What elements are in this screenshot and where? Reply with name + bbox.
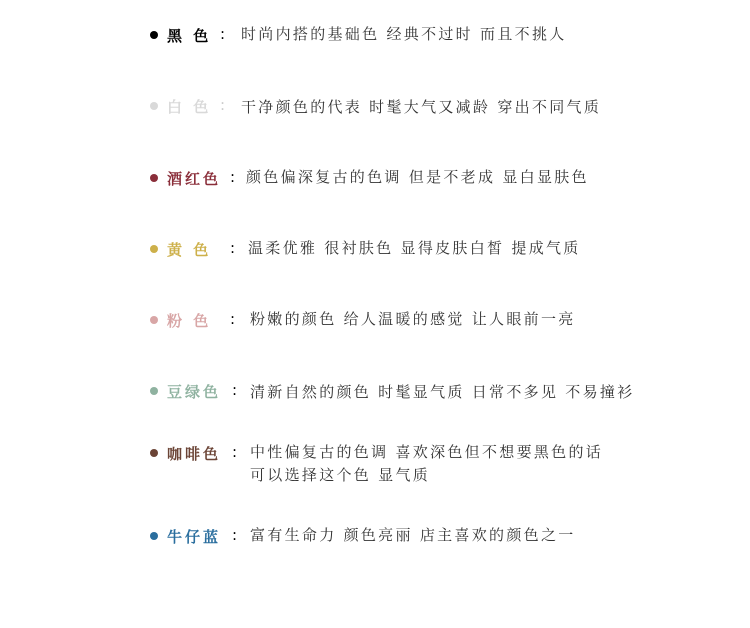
color-dot — [150, 31, 158, 39]
color-name: 粉 色 — [167, 312, 212, 330]
colon: : — [232, 526, 238, 544]
color-description: 中性偏复古的色调 喜欢深色但不想要黑色的话 可以选择这个色 显气质 — [250, 443, 604, 484]
color-dot — [150, 387, 158, 395]
colon: : — [232, 381, 238, 399]
color-name: 黄 色 — [167, 241, 212, 259]
color-description: 颜色偏深复古的色调 但是不老成 显白显肤色 — [246, 168, 589, 186]
color-description: 温柔优雅 很衬肤色 显得皮肤白皙 提成气质 — [248, 239, 581, 257]
color-name: 咖啡色 — [167, 445, 222, 463]
colon: : — [220, 96, 226, 114]
colon: : — [230, 168, 236, 186]
color-description: 清新自然的颜色 时髦显气质 日常不多见 不易撞衫 — [250, 383, 635, 401]
colon: : — [230, 310, 236, 328]
colon: : — [220, 25, 226, 43]
color-dot — [150, 102, 158, 110]
color-dot — [150, 245, 158, 253]
colon: : — [232, 443, 238, 461]
color-description: 干净颜色的代表 时髦大气又减龄 穿出不同气质 — [241, 98, 602, 116]
color-name: 牛仔蓝 — [167, 528, 222, 546]
colon: : — [230, 239, 236, 257]
color-description: 时尚内搭的基础色 经典不过时 而且不挑人 — [241, 25, 567, 43]
color-name: 豆绿色 — [167, 383, 222, 401]
color-dot — [150, 532, 158, 540]
color-dot — [150, 449, 158, 457]
color-description: 富有生命力 颜色亮丽 店主喜欢的颜色之一 — [250, 526, 576, 544]
color-description: 粉嫩的颜色 给人温暖的感觉 让人眼前一亮 — [250, 310, 576, 328]
color-name: 黑 色 — [167, 27, 212, 45]
color-dot — [150, 174, 158, 182]
color-name: 酒红色 — [167, 170, 222, 188]
color-name: 白 色 — [167, 98, 212, 116]
color-dot — [150, 316, 158, 324]
